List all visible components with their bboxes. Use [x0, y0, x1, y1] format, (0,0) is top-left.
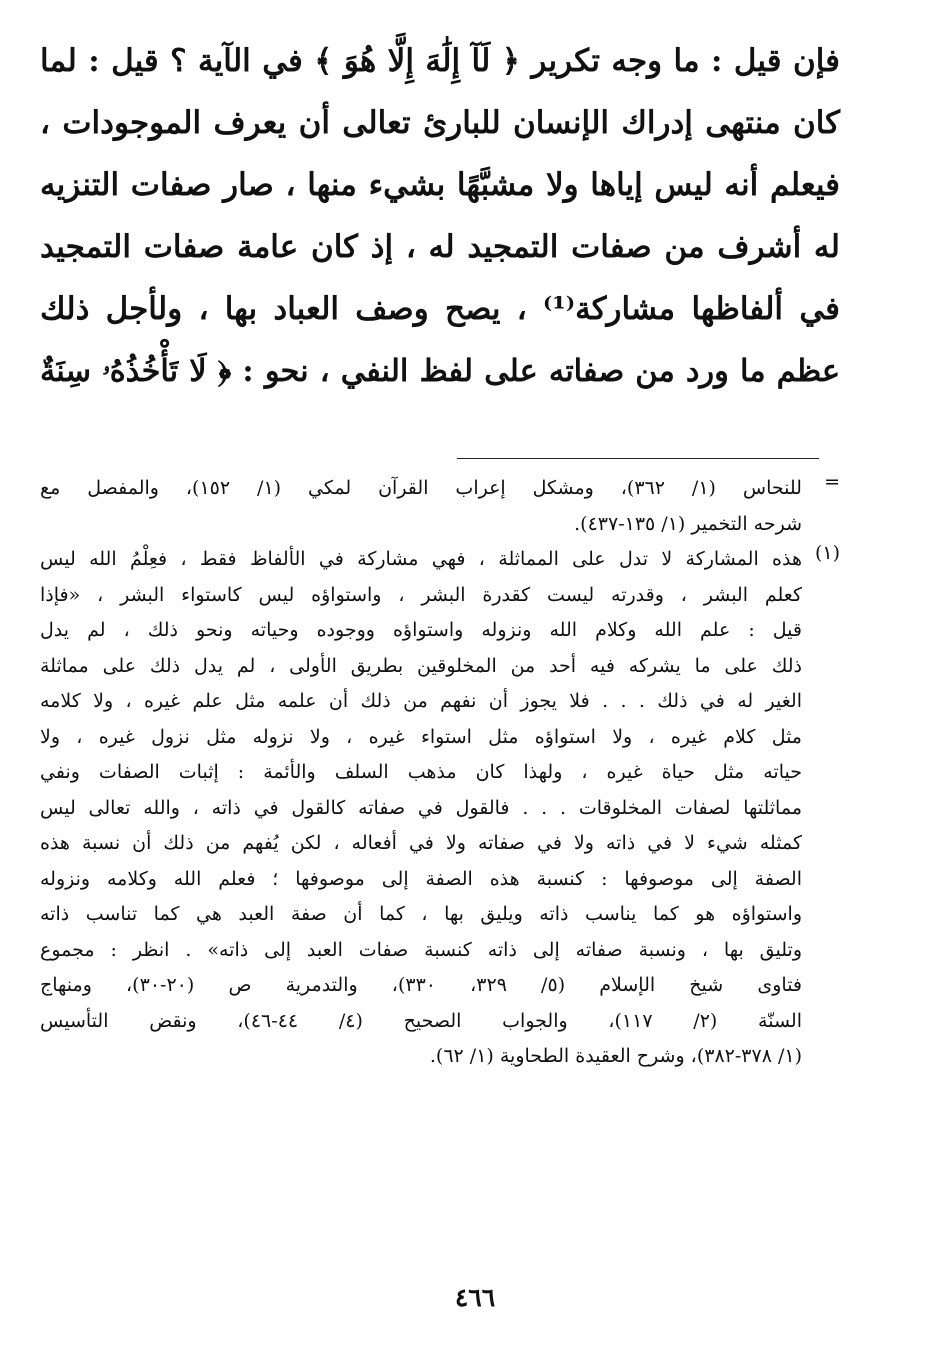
- footnote-line: الغير له في ذلك . . . فلا يجوز أن نفهم من ذلك أن علمه مثل علم غيره ، ولا كلامه: [40, 690, 802, 712]
- footnote-line: (١/ ٣٧٨-٣٨٢)، وشرح العقيدة الطحاوية (١/ ٦٢).: [429, 1045, 802, 1067]
- main-text-line: فيعلم أنه ليس إياها ولا مشبَّهًا بشيء منها ، صار صفات التنزيه: [40, 167, 840, 203]
- footnote-1: [40, 542, 840, 1075]
- page-number: ٤٦٦: [454, 1283, 496, 1312]
- main-text-body: [40, 30, 840, 402]
- footnote-line: مماثلتها لصفات المخلوقات . . . فالقول في صفاته كالقول في ذاته ، والله تعالى ليس: [40, 796, 802, 819]
- footnote-line: شرحه التخمير (١/ ١٣٥-٤٣٧).: [574, 512, 802, 535]
- footnote-line: كعلم البشر ، وقدرته ليست كقدرة البشر ، واستواؤه ليس كاستواء البشر ، «فإذا: [40, 583, 802, 606]
- footnote-line: واستواؤه هو كما يناسب ذاته ويليق بها ، كما أن صفة العبد هي كما تناسب ذاته: [40, 903, 802, 925]
- footnote-line: السنّة (٢/ ١١٧)، والجواب الصحيح (٤/ ٤٤-٤٦)، ونقض التأسيس: [40, 1009, 802, 1032]
- main-text-line: فإن قيل : ما وجه تكرير ﴿ لَآ إِلَٰهَ إِلَّا هُوَ ﴾ في الآية ؟ قيل : لما: [40, 43, 840, 79]
- footnote-line: كمثله شيء لا في ذاته ولا في صفاته ولا في أفعاله ، لكن يُفهم من ذلك أن نسبة هذه: [40, 832, 802, 854]
- footnote-line: ذلك على ما يشركه فيه أحد من المخلوقين بطريق الأولى ، لم يدل ذلك على مماثلة: [40, 654, 802, 677]
- main-text-line: عظم ما ورد من صفاته على لفظ النفي ، نحو : ﴿ لَا تَأْخُذُهُۥ سِنَةٌ: [40, 353, 840, 389]
- footnote-line: حياته مثل حياة غيره ، ولهذا كان مذهب السلف والأئمة : إثبات الصفات ونفي: [40, 761, 802, 783]
- footnote-continuation: [40, 471, 840, 542]
- footnotes-section: [40, 471, 840, 1075]
- footnote-line: قيل : علم الله وكلام الله ونزوله واستواؤه ووجوده وحياته ونحو ذلك ، لم يدل: [40, 619, 802, 641]
- main-text-line: في ألفاظها مشاركة⁽¹⁾ ، يصح وصف العباد بها ، ولأجل ذلك: [40, 291, 840, 327]
- footnote-line: وتليق بها ، ونسبة صفاته إلى ذاته كنسبة صفات العبد إلى ذاته» . انظر : مجموع: [40, 938, 802, 961]
- footnote-divider: [457, 458, 819, 459]
- footnote-line: الصفة إلى موصوفها : كنسبة هذه الصفة إلى موصوفها ؛ فعلم الله وكلامه ونزوله: [40, 867, 802, 890]
- footnote-number: (١): [814, 542, 840, 564]
- footnote-line: فتاوى شيخ الإسلام (٥/ ٣٢٩، ٣٣٠)، والتدمرية ص (٢٠-٣٠)، ومنهاج: [40, 974, 803, 996]
- continuation-marker: =: [824, 471, 840, 493]
- main-text-line: له أشرف من صفات التمجيد له ، إذ كان عامة صفات التمجيد: [40, 229, 840, 265]
- footnote-line: هذه المشاركة لا تدل على المماثلة ، فهي مشاركة في الألفاظ فقط ، فعِلْمُ الله ليس: [40, 548, 802, 570]
- footnote-line: مثل كلام غيره ، ولا استواؤه مثل استواء غيره ، ولا نزوله مثل نزول غيره ، ولا: [40, 725, 802, 748]
- main-text-line: كان منتهى إدراك الإنسان للبارئ تعالى أن يعرف الموجودات ،: [40, 105, 840, 141]
- footnote-line: للنحاس (١/ ٣٦٢)، ومشكل إعراب القرآن لمكي (١/ ١٥٢)، والمفصل مع: [40, 477, 802, 499]
